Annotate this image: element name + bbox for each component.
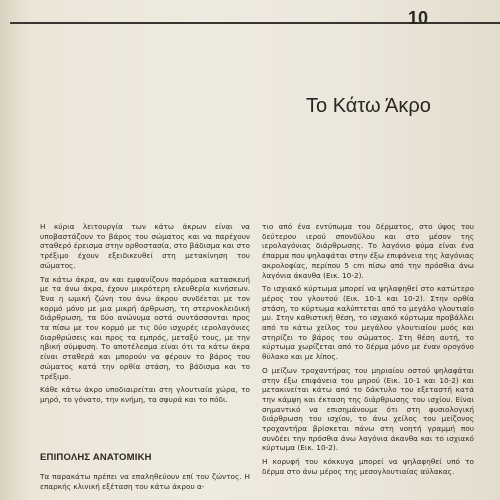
paragraph: Η κύρια λειτουργία των κάτω άκρων είναι να υποβαστάζουν το βάρος του σώματος και να παρέχουν σταθερό έρεισμα στην ορθοστασία, στο βάδισμα και στο τρέξιμο έχουν εξειδικευθεί στη μετακίνηση του σώματος.: [40, 222, 250, 270]
paragraph: Ο μείζων τροχαντήρας του μηριαίου οστού ψηλαφάται στην έξω επιφάνεια του μηρού (Εικ. 10-1 και 10-2) και μετακινείται κάτω από το δάκτυλο του εξεταστή κατά την κάμψη και έκταση της διάρθρωσης του ισχίου. Είναι σημαντικό να επισημάνουμε ότι στη φυσιολογική διάρθρωση του ισχίου, το άνω χείλος του μείζονος τροχαντήρα βρίσκεται πάνω στη νοητή γραμμή που συνδέει την πρόσθια άνω λαγόνια άκανθα και το ισχιακό κύρτωμα (Εικ. 10-2).: [262, 365, 474, 453]
paragraph: Τα κάτω άκρα, αν και εμφανίζουν παρόμοια κατασκευή με τα άνω άκρα, έχουν μικρότερη ελευθερία κινήσεων. Ένα η ωμική ζώνη του άνω άκρου συνδέεται με τον κορμό μόνο με μια μικρή άρθρωση, τη στερνοκλειδική διάρθρωση, τα δύο ανώνυμα οστά συντάσσονται προς τα πίσω με τον κορμό με τις δύο ισχυρές ιερολαγόνιες διαρθρώσεις και προς τα εμπρός, μεταξύ τους, με την ηβική σύμφυση. Το αποτέλεσμα είναι ότι τα κάτω άκρα είναι σταθερά και μπορούν να φέρουν το βάρος του σώματος κατά την ορθία στάση, το βάδισμα και το τρέξιμο.: [40, 274, 250, 381]
paragraph: Η κορυφή του κόκκυγα μπορεί να ψηλαφηθεί υπό το δέρμα στο άνω μέρος της μεσογλουτιαίας αύλακας.: [262, 457, 474, 476]
right-column: [262, 222, 474, 481]
left-column: [40, 222, 250, 409]
section-intro: Τα παρακάτω πρέπει να επαληθεύουν επί του ζώντος. Η επαρκής κλινική εξέταση του κάτω άκρου α-: [40, 472, 250, 491]
paragraph: Το ισχιακό κύρτωμα μπορεί να ψηλαφηθεί στο κατώτερο μέρος του γλουτού (Εικ. 10-1 και 10-2). Στην ορθία στάση, το κύρτωμα καλύπτεται από το μεγάλο γλουτιαίο μυ. Στην καθιστική θέση, το ισχιακό κύρτωμα προβάλλει από το κάτω χείλος του μεγάλου γλουτιαίου μυός και στηρίζει το βάρος του σώματος. Στη θέση αυτή, το κύρτωμα χωρίζεται από το δέρμα μόνο με έναν ορογόνο θύλακο και με λίπος.: [262, 284, 474, 362]
chapter-title: Το Κάτω Άκρο: [306, 95, 431, 117]
section-heading: ΕΠΙΠΟΛΗΣ ΑΝΑΤΟΜΙΚΗ: [40, 452, 152, 463]
paragraph: Κάθε κάτω άκρο υποδιαιρείται στη γλουτιαία χώρα, το μηρό, το γόνατο, την κνήμη, τα σφυρά και το πόδι.: [40, 385, 250, 404]
chapter-number: 10: [408, 8, 429, 28]
paragraph: τιο από ένα εντύπωμα του δέρματος, στο ύψος του δεύτερου ιερού σπονδύλου και στο μέσον της ιερολαγόνιας διάρθρωσης. Το λαγόνιο φύμα είναι ένα έπαρμα που ψηλαφάται στην έξω επιφάνεια της λαγόνιας ακρολοφίας, περίπου 5 cm πίσω από την πρόσθια άνω λαγόνια άκανθα (Εικ. 10-2).: [262, 222, 474, 280]
